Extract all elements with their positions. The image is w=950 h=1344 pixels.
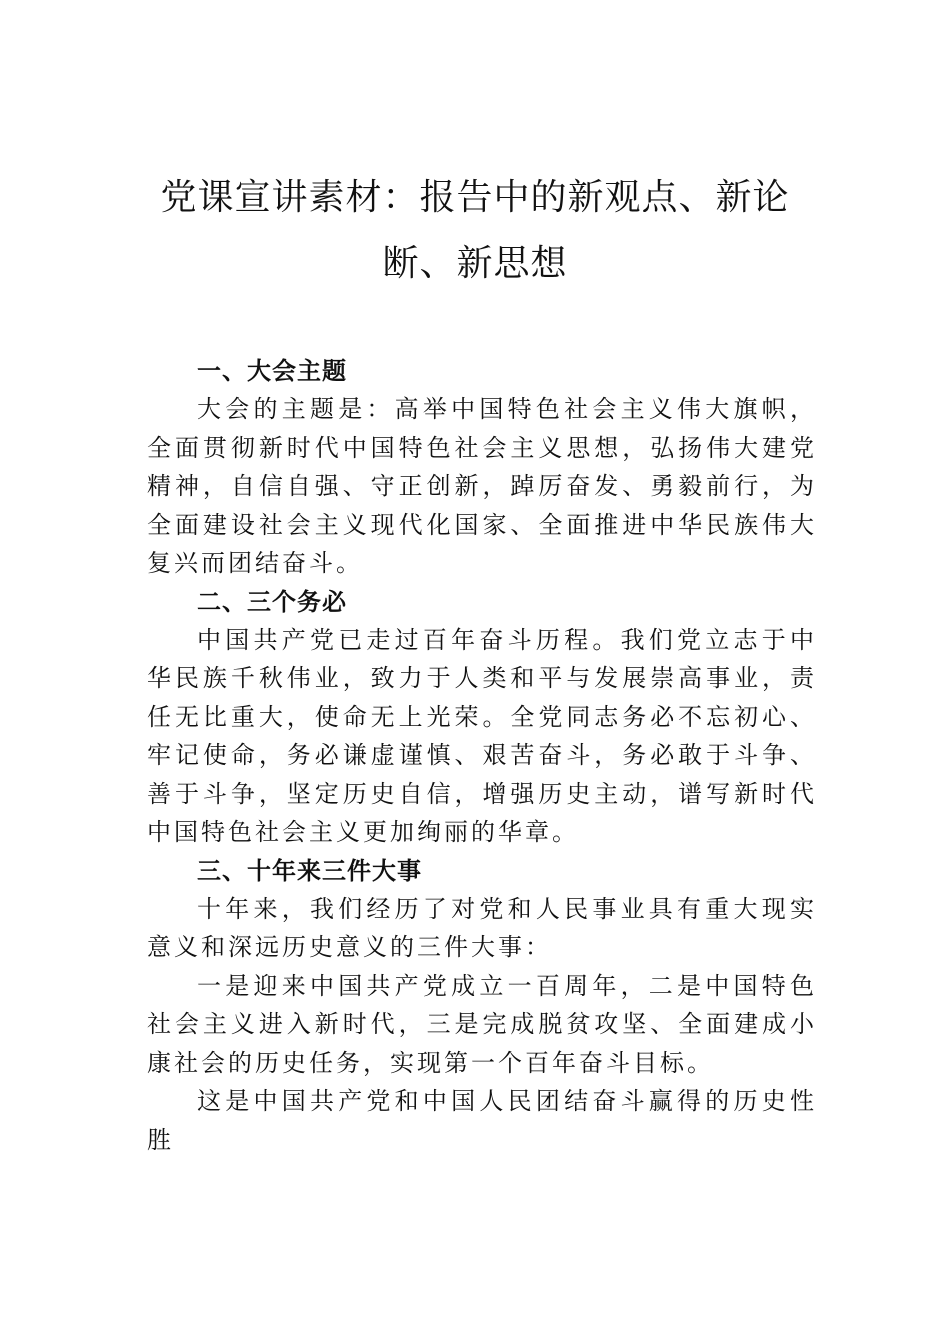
document-title-line-1: 党课宣讲素材：报告中的新观点、新论 xyxy=(160,177,790,218)
paragraph: 大会的主题是：高举中国特色社会主义伟大旗帜，全面贯彻新时代中国特色社会主义思想，弘扬伟大建党精神，自信自强、守正创新，踔厉奋发、勇毅前行，为全面建设社会主义现代化国家、全面推进中华民族伟大复兴而团结奋斗。 xyxy=(147,395,817,577)
paragraph: 中国共产党已走过百年奋斗历程。我们党立志于中华民族千秋伟业，致力于人类和平与发展崇高事业，责任无比重大，使命无上光荣。全党同志务必不忘初心、牢记使命，务必谦虚谨慎、艰苦奋斗，务必敢于斗争、善于斗争，坚定历史自信，增强历史主动，谱写新时代中国特色社会主义更加绚丽的华章。 xyxy=(147,625,817,846)
section-heading-three-events: 三、十年来三件大事 xyxy=(197,856,422,885)
document-title-line-2: 断、新思想 xyxy=(382,243,568,284)
section-heading-theme: 一、大会主题 xyxy=(197,357,347,385)
paragraph: 一是迎来中国共产党成立一百周年，二是中国特色社会主义进入新时代，三是完成脱贫攻坚、全面建成小康社会的历史任务，实现第一个百年奋斗目标。 xyxy=(147,971,817,1077)
paragraph: 十年来，我们经历了对党和人民事业具有重大现实意义和深远历史意义的三件大事： xyxy=(147,894,817,961)
paragraph: 这是中国共产党和中国人民团结奋斗赢得的历史性胜 xyxy=(147,1087,817,1154)
document-body xyxy=(147,352,817,1159)
section-heading-three-musts: 二、三个务必 xyxy=(197,587,347,616)
